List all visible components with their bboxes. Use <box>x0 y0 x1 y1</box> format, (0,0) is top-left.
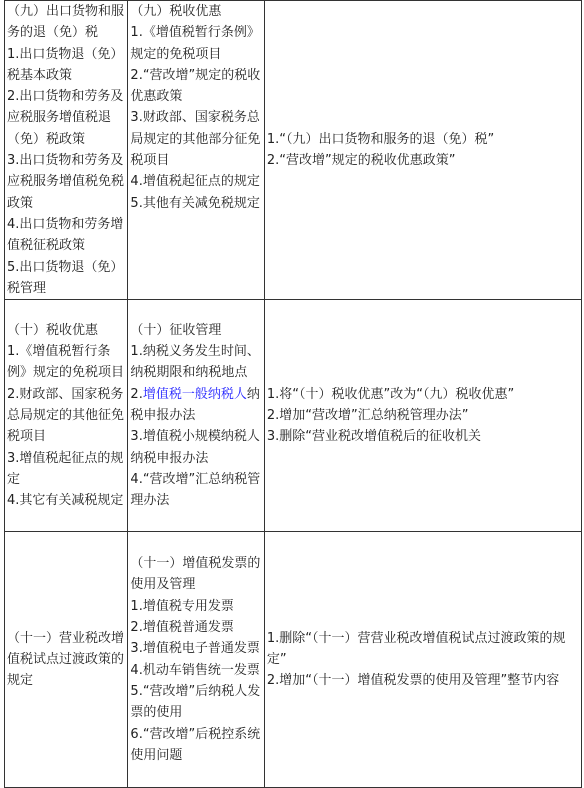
cell-line: 2.“营改增”规定的税收优惠政策 <box>130 67 261 105</box>
table-row <box>5 1 582 300</box>
cell-line: 1.纳税义务发生时间、纳税期限和纳税地点 <box>130 344 260 381</box>
cell-new-section <box>128 532 264 788</box>
cell-line: 1.《增值税暂行条例》规定的免税项目 <box>7 344 125 381</box>
general-taxpayer-link[interactable]: 增值税一般纳税人 <box>142 386 247 402</box>
cell-line: 5.“营改增”后纳税人发票的使用 <box>130 683 261 721</box>
item-text: 纳税申报办法 <box>130 386 260 423</box>
cell-line: 6.“营改增”后税控系统使用问题 <box>130 726 261 763</box>
cell-line: 1.“（九）出口货物和服务的退（免）税” <box>266 131 495 147</box>
table-row <box>5 300 582 532</box>
cell-old-section <box>5 1 128 300</box>
cell-line: 2.增加“（十一）增值税发票的使用及管理”整节内容 <box>266 673 560 689</box>
cell-line: 5.出口货物退（免）税管理 <box>7 259 124 296</box>
cell-line: 2.“营改增”规定的税收优惠政策” <box>266 153 456 169</box>
cell-line: 2.出口货物和劳务及应税服务增值税退（免）税政策 <box>7 89 124 147</box>
cell-line: 3.财政部、国家税务总局规定的其他部分征免税项目 <box>130 110 261 169</box>
cell-old-section <box>5 532 128 788</box>
cell-line: 3.出口货物和劳务及应税服务增值税免税政策 <box>7 153 125 211</box>
cell-line: 3.增值税电子普通发票 <box>130 641 260 657</box>
tax-policy-table <box>4 0 582 788</box>
cell-changes <box>264 1 581 300</box>
cell-old-section <box>5 300 128 532</box>
cell-line: （十一）增值税发票的使用及管理 <box>130 556 261 593</box>
cell-line: （十一）营业税改增值税试点过渡政策的规定 <box>7 630 125 689</box>
cell-line: 3.删除“营业税改增值税后的征收机关 <box>266 429 482 445</box>
cell-line: 4.出口货物和劳务增值税征税政策 <box>7 216 124 254</box>
cell-line: 4.机动车销售统一发票 <box>130 662 260 678</box>
cell-line: 4.增值税起征点的规定 <box>130 174 260 190</box>
cell-new-section <box>128 1 264 300</box>
cell-new-section <box>128 300 264 532</box>
cell-changes <box>264 300 581 532</box>
cell-line: （十）税收优惠 <box>7 322 99 338</box>
cell-line <box>130 384 261 427</box>
cell-line: 1.删除“（十一）营营业税改增值税试点过渡政策的规定” <box>266 630 566 667</box>
cell-line: 3.增值税起征点的规定 <box>7 450 124 487</box>
cell-line: 1.《增值税暂行条例》规定的免税项目 <box>130 25 260 62</box>
cell-line: 2.增加“营改增”汇总纳税管理办法” <box>266 408 469 423</box>
cell-line: 5.其他有关减免税规定 <box>130 195 260 211</box>
cell-line: 2.财政部、国家税务总局规定的其他征免税项目 <box>7 386 125 445</box>
cell-line: 1.将“（十）税收优惠”改为“（九）税收优惠” <box>266 386 515 402</box>
item-number: 2. <box>130 386 143 402</box>
table-row <box>5 532 582 788</box>
cell-line: 1.增值税专用发票 <box>130 598 234 614</box>
cell-line: 4.其它有关减税规定 <box>7 493 124 509</box>
cell-line: （九）税收优惠 <box>130 4 222 19</box>
cell-line: 4.“营改增”汇总纳税管理办法 <box>130 471 261 509</box>
cell-line: 3.增值税小规模纳税人纳税申报办法 <box>130 429 260 466</box>
cell-line: （十）征收管理 <box>130 322 222 338</box>
cell-changes <box>264 532 581 788</box>
cell-line: 1.出口货物退（免）税基本政策 <box>7 46 124 83</box>
cell-line: 2.增值税普通发票 <box>130 620 234 636</box>
cell-line: （九）出口货物和服务的退（免）税 <box>7 4 125 41</box>
